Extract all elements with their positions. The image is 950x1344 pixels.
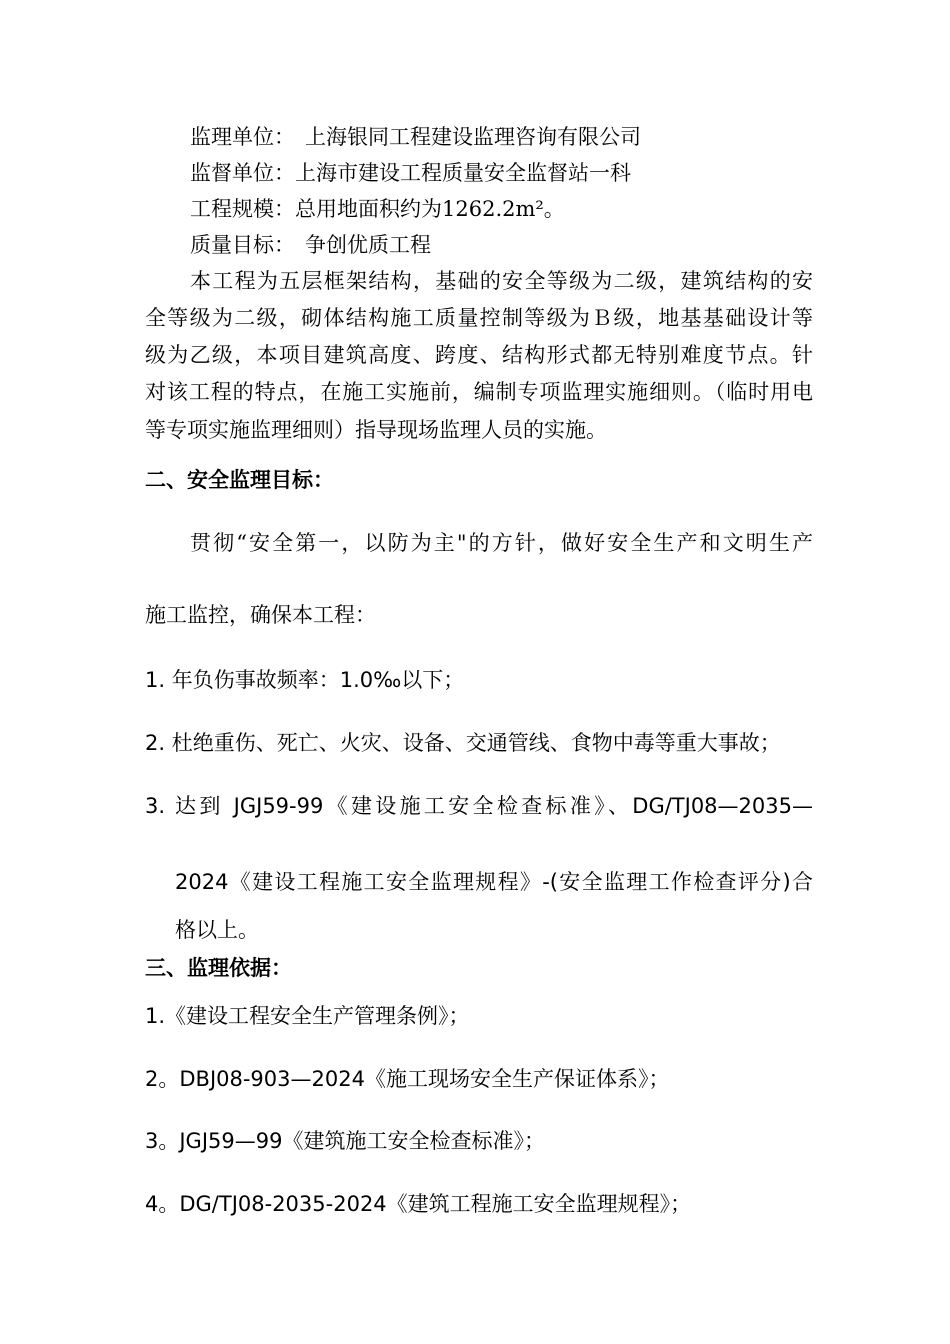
overview-line: 本工程为五层框架结构，基础的安全等级为二级，建筑结构的安 xyxy=(190,269,813,293)
oversight-line xyxy=(190,163,631,184)
goal-intro-continued: 施工监控，确保本工程： xyxy=(145,603,376,627)
overview-line: 全等级为二级，砌体结构施工质量控制等级为Ｂ级，地基基础设计等 xyxy=(145,306,813,330)
section-heading: 三、监理依据： xyxy=(145,956,292,980)
quality-label: 质量目标： xyxy=(190,233,295,257)
quality-line xyxy=(190,235,431,256)
section-heading: 二、安全监理目标： xyxy=(145,468,334,492)
overview-line: 级为乙级，本项目建筑高度、跨度、结构形式都无特别难度节点。针 xyxy=(145,343,813,367)
goal-item-continued: 格以上。 xyxy=(175,918,259,942)
basis-item: 1.《建设工程安全生产管理条例》； xyxy=(145,1004,470,1028)
scale-label: 工程规模： xyxy=(190,197,295,221)
goal-item: 1. 年负伤事故频率：1.0‰以下； xyxy=(145,668,465,692)
overview-line: 对该工程的特点，在施工实施前，编制专项监理实施细则。（临时用电 xyxy=(145,380,813,404)
basis-item: 4。DG/TJ08-2035-2024《建筑工程施工安全监理规程》； xyxy=(145,1192,692,1216)
scale-line xyxy=(190,199,565,220)
basis-item: 2。DBJ08-903—2024《施工现场安全生产保证体系》； xyxy=(145,1067,670,1091)
goal-intro: 贯彻“安全第一，以防为主"的方针，做好安全生产和文明生产 xyxy=(190,531,813,555)
oversight-label: 监督单位： xyxy=(190,161,295,185)
goal-item: 3. 达到 JGJ59-99《建设施工安全检查标准》、DG/TJ08—2035— xyxy=(145,794,813,818)
overview-line: 等专项实施监理细则）指导现场监理人员的实施。 xyxy=(145,418,607,442)
scale-value: 总用地面积约为1262.2m²。 xyxy=(295,197,565,221)
supervisor-line xyxy=(190,127,641,148)
supervisor-value: 上海银同工程建设监理咨询有限公司 xyxy=(305,125,641,149)
oversight-value: 上海市建设工程质量安全监督站一科 xyxy=(295,161,631,185)
supervisor-label: 监理单位： xyxy=(190,125,295,149)
goal-item-continued: 2024《建设工程施工安全监理规程》-(安全监理工作检查评分)合 xyxy=(175,870,813,894)
goal-item: 2. 杜绝重伤、死亡、火灾、设备、交通管线、食物中毒等重大事故； xyxy=(145,731,781,755)
basis-item: 3。JGJ59—99《建筑施工安全检查标准》； xyxy=(145,1129,545,1153)
quality-value: 争创优质工程 xyxy=(305,233,431,257)
